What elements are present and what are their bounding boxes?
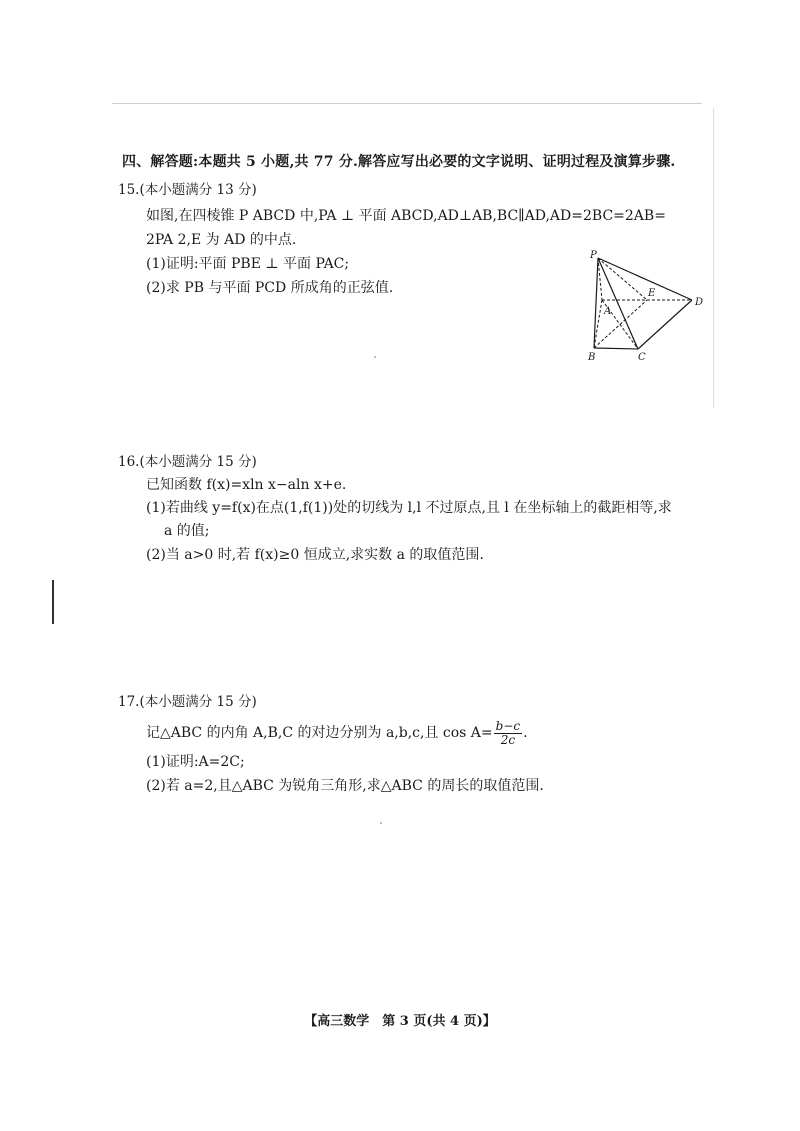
q16-given: 已知函数 f(x)=xln x−aln x+e.: [146, 477, 347, 493]
edge-cd: [638, 300, 692, 349]
q17-fraction: [494, 720, 522, 747]
label-e: E: [648, 288, 656, 299]
edge-be: [594, 300, 647, 348]
scan-mark: [52, 580, 54, 624]
q17-part2: (2)若 a=2,且△ABC 为锐角三角形,求△ABC 的周长的取值范围.: [146, 778, 544, 794]
scan-speck: [380, 822, 382, 824]
label-a: A: [604, 306, 612, 317]
q16-part1-line2: a 的值;: [164, 523, 210, 539]
q17-given: [146, 718, 528, 748]
label-b: B: [588, 352, 596, 363]
label-p: P: [590, 250, 597, 261]
q16-part2: (2)当 a>0 时,若 f(x)≥0 恒成立,求实数 a 的取值范围.: [146, 547, 484, 563]
q15-part2: (2)求 PB 与平面 PCD 所成角的正弦值.: [146, 280, 394, 296]
pyramid-diagram: [578, 248, 714, 372]
label-c: C: [638, 352, 646, 363]
label-d: D: [695, 297, 704, 308]
q17-part1: (1)证明:A=2C;: [146, 754, 245, 770]
q16-part1-line1: (1)若曲线 y=f(x)在点(1,f(1))处的切线为 l,l 不过原点,且 l 在坐标轴上的截距相等,求: [146, 500, 672, 516]
scan-top-border: [112, 103, 702, 104]
pyramid-figure: [578, 248, 714, 372]
q15-stem-line1: 如图,在四棱锥 P ABCD 中,PA ⊥ 平面 ABCD,AD⊥AB,BC∥AD,AD=2BC=2AB=: [146, 208, 666, 224]
edge-bc: [594, 348, 638, 349]
page-footer: 【高三数学 第 3 页(共 4 页)】: [304, 1014, 496, 1029]
scan-speck: [374, 356, 376, 358]
q16-heading: 16.(本小题满分 15 分): [118, 454, 257, 470]
q17-given-prefix: 记△ABC 的内角 A,B,C 的对边分别为 a,b,c,且 cos A=: [146, 725, 493, 741]
q15-stem-line2: 2PA 2,E 为 AD 的中点.: [146, 232, 297, 248]
q17-given-suffix: .: [523, 725, 528, 741]
q17-heading: 17.(本小题满分 15 分): [118, 694, 257, 710]
q17-frac-numerator: b−c: [495, 718, 521, 733]
section-heading: 四、解答题:本题共 5 小题,共 77 分.解答应写出必要的文字说明、证明过程及演算步骤.: [122, 154, 676, 170]
edge-pe: [598, 258, 647, 300]
edge-pd: [598, 258, 692, 300]
edge-pc: [598, 258, 638, 349]
q15-heading: 15.(本小题满分 13 分): [118, 182, 257, 198]
q15-part1: (1)证明:平面 PBE ⊥ 平面 PAC;: [146, 256, 350, 272]
q17-frac-denominator: 2c: [500, 732, 516, 747]
